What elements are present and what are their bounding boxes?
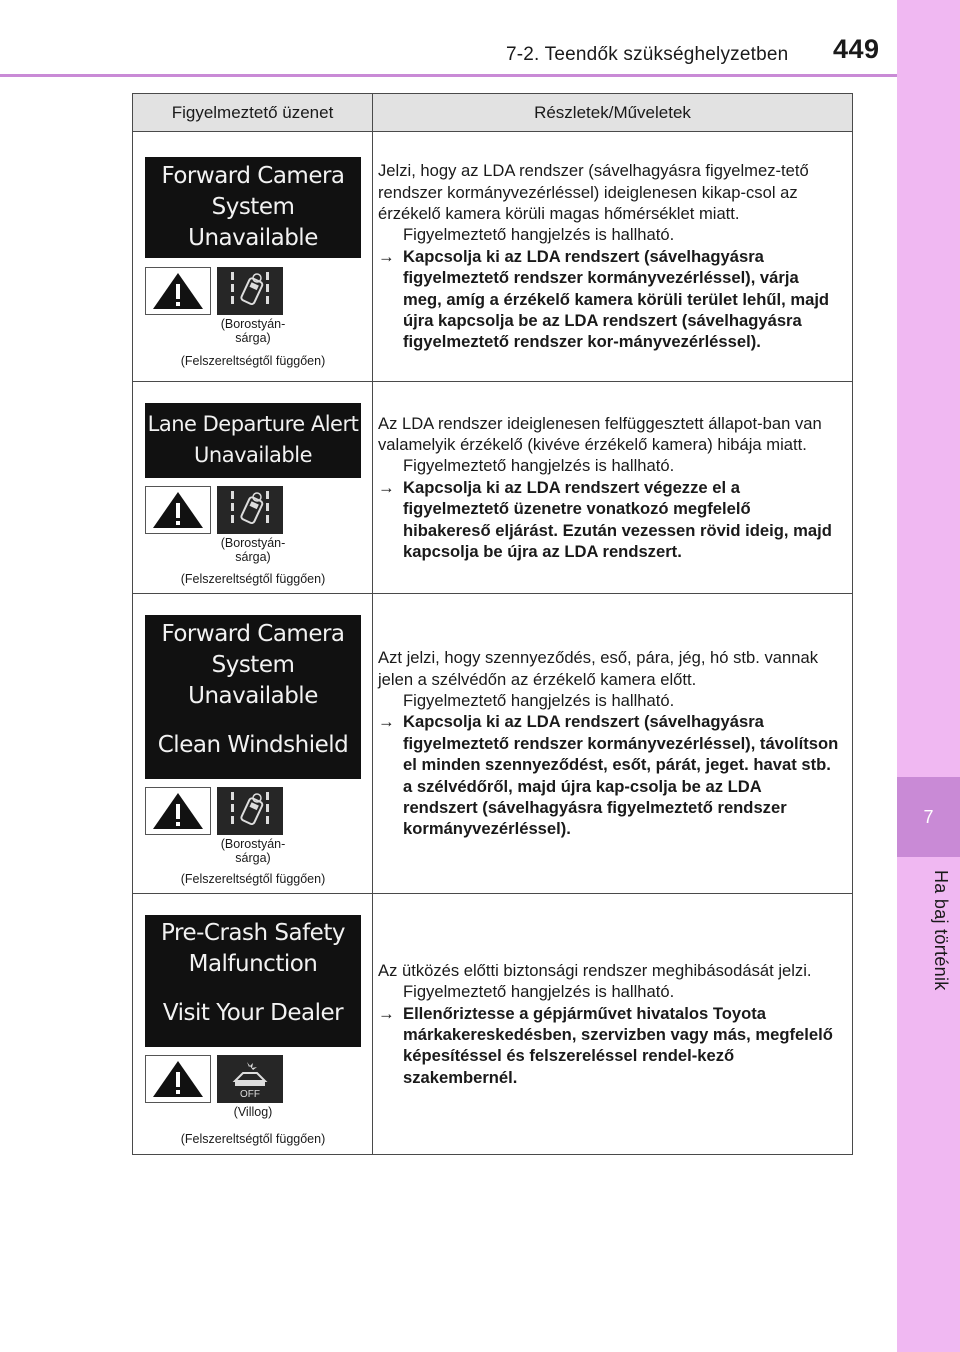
- buzzer-note: Figyelmeztető hangjelzés is hallható.: [403, 225, 675, 245]
- off-label: OFF: [240, 1088, 260, 1100]
- table-header: [133, 94, 852, 132]
- table-row: [133, 894, 852, 1154]
- pre-crash-off-icon: [217, 1055, 283, 1103]
- action-text: Kapcsolja ki az LDA rendszert (sávelhagyásra figyelmeztető rendszer kormányvezérléssel), távolítson el minden szennyeződést, esőt, párát, jeget. havat stb. a szélvédőről, majd újra kap-csolja be az LDA rendszert (sávelhagyásra figyelmeztető rendszer kormányvezérléssel).: [403, 712, 839, 839]
- chapter-title-vertical: Ha baj történik: [931, 870, 951, 991]
- message-cell: [133, 894, 373, 1154]
- section-title: 7-2. Teendők szükséghelyzetben: [506, 44, 789, 65]
- chapter-number-tab: 7: [897, 777, 960, 857]
- table-row: [133, 382, 852, 594]
- lane-departure-icon: [217, 267, 283, 315]
- message-cell: [133, 132, 373, 381]
- equipment-caption: (Felszereltségtől függően): [180, 1132, 326, 1146]
- description-text: Jelzi, hogy az LDA rendszer (sávelhagyásra figyelmez-tető rendszer kormányvezérléssel) ideiglenesen kikap-csol az érzékelő kamera körüli magas hőmérséklet miatt.: [378, 161, 809, 223]
- message-cell: [133, 382, 373, 593]
- screen-line: Forward Camera: [161, 621, 345, 647]
- action-instruction: [378, 1003, 840, 1089]
- arrow-icon: →: [378, 246, 395, 266]
- indicator-icons: [145, 267, 283, 315]
- display-screen: [145, 403, 361, 478]
- warning-message-table: [132, 93, 853, 1155]
- description-text: Az ütközés előtti biztonsági rendszer meghibásodását jelzi.: [378, 960, 812, 980]
- warning-triangle-icon: [145, 1055, 211, 1103]
- warning-triangle-icon: [145, 787, 211, 835]
- screen-line: Lane Departure Alert: [147, 412, 359, 436]
- header-divider: [0, 74, 897, 77]
- screen-line: Unavailable: [194, 443, 312, 467]
- screen-line: Clean Windshield: [157, 732, 349, 758]
- details-cell: [373, 132, 852, 381]
- arrow-icon: →: [378, 477, 395, 497]
- action-instruction: [378, 246, 840, 353]
- icon-color-caption: (Borostyán- sárga): [220, 837, 286, 865]
- display-screen: [145, 915, 361, 1047]
- indicator-icons: [145, 787, 283, 835]
- screen-line: Visit Your Dealer: [162, 1000, 344, 1026]
- icon-color-caption: (Borostyán- sárga): [220, 536, 286, 564]
- screen-line: System: [211, 194, 295, 220]
- details-cell: [373, 894, 852, 1154]
- buzzer-note: Figyelmeztető hangjelzés is hallható.: [403, 456, 675, 476]
- details-cell: [373, 594, 852, 893]
- action-text: Ellenőriztesse a gépjárművet hivatalos Toyota márkakereskedésben, szervizben vagy más, megfelelő képesítéssel és felszereléssel rendel-kező szakembernél.: [403, 1003, 833, 1087]
- action-instruction: [378, 711, 840, 839]
- icon-color-caption: (Villog): [233, 1105, 273, 1119]
- arrow-icon: →: [378, 712, 395, 732]
- warning-triangle-icon: [145, 486, 211, 534]
- lane-departure-icon: [217, 486, 283, 534]
- description-text: Azt jelzi, hogy szennyeződés, eső, pára, jég, hó stb. vannak jelen a szélvédőn az érzékelő kamera előtt.: [378, 648, 818, 689]
- warning-triangle-icon: [145, 267, 211, 315]
- action-instruction: [378, 477, 840, 563]
- lane-departure-icon: [217, 787, 283, 835]
- buzzer-note: Figyelmeztető hangjelzés is hallható.: [403, 690, 675, 710]
- table-row: [133, 594, 852, 894]
- details-cell: [373, 382, 852, 593]
- display-screen: [145, 615, 361, 779]
- equipment-caption: (Felszereltségtől függően): [180, 354, 326, 368]
- screen-line: Unavailable: [188, 225, 318, 251]
- equipment-caption: (Felszereltségtől függően): [180, 872, 326, 886]
- chapter-side-strip: [897, 0, 960, 1352]
- indicator-icons: [145, 1055, 283, 1103]
- screen-line: Unavailable: [188, 683, 318, 709]
- action-text: Kapcsolja ki az LDA rendszert (sávelhagyásra figyelmeztető rendszer kormányvezérléssel), várja meg, amíg a érzékelő kamera körüli terület lehűl, majd újra kapcsolja be az LDA rendszert (sávelhagyásra figyelmeztető rendszer kor-mányvezérléssel).: [403, 246, 830, 352]
- message-cell: [133, 594, 373, 893]
- page-number: 449: [833, 34, 880, 64]
- screen-line: Malfunction: [188, 951, 318, 977]
- column-header-message: Figyelmeztető üzenet: [133, 94, 373, 131]
- display-screen: [145, 157, 361, 258]
- column-header-details: Részletek/Műveletek: [534, 102, 691, 122]
- action-text: Kapcsolja ki az LDA rendszert végezze el a figyelmeztető üzenetre vonatkozó megfelelő hibakereső eljárást. Ezután vezessen rövid ideig, majd kapcsolja be újra az LDA rendszert.: [403, 477, 832, 562]
- arrow-icon: →: [378, 1003, 395, 1023]
- table-row: [133, 132, 852, 382]
- icon-color-caption: (Borostyán- sárga): [220, 317, 286, 345]
- screen-line: Pre-Crash Safety: [161, 920, 345, 946]
- indicator-icons: [145, 486, 283, 534]
- buzzer-note: Figyelmeztető hangjelzés is hallható.: [403, 982, 675, 1002]
- screen-line: System: [211, 652, 295, 678]
- equipment-caption: (Felszereltségtől függően): [180, 572, 326, 586]
- screen-line: Forward Camera: [161, 163, 345, 189]
- description-text: Az LDA rendszer ideiglenesen felfüggesztett állapot-ban van valamelyik érzékelő (kivéve érzékelő kamera) hibája miatt.: [378, 413, 822, 454]
